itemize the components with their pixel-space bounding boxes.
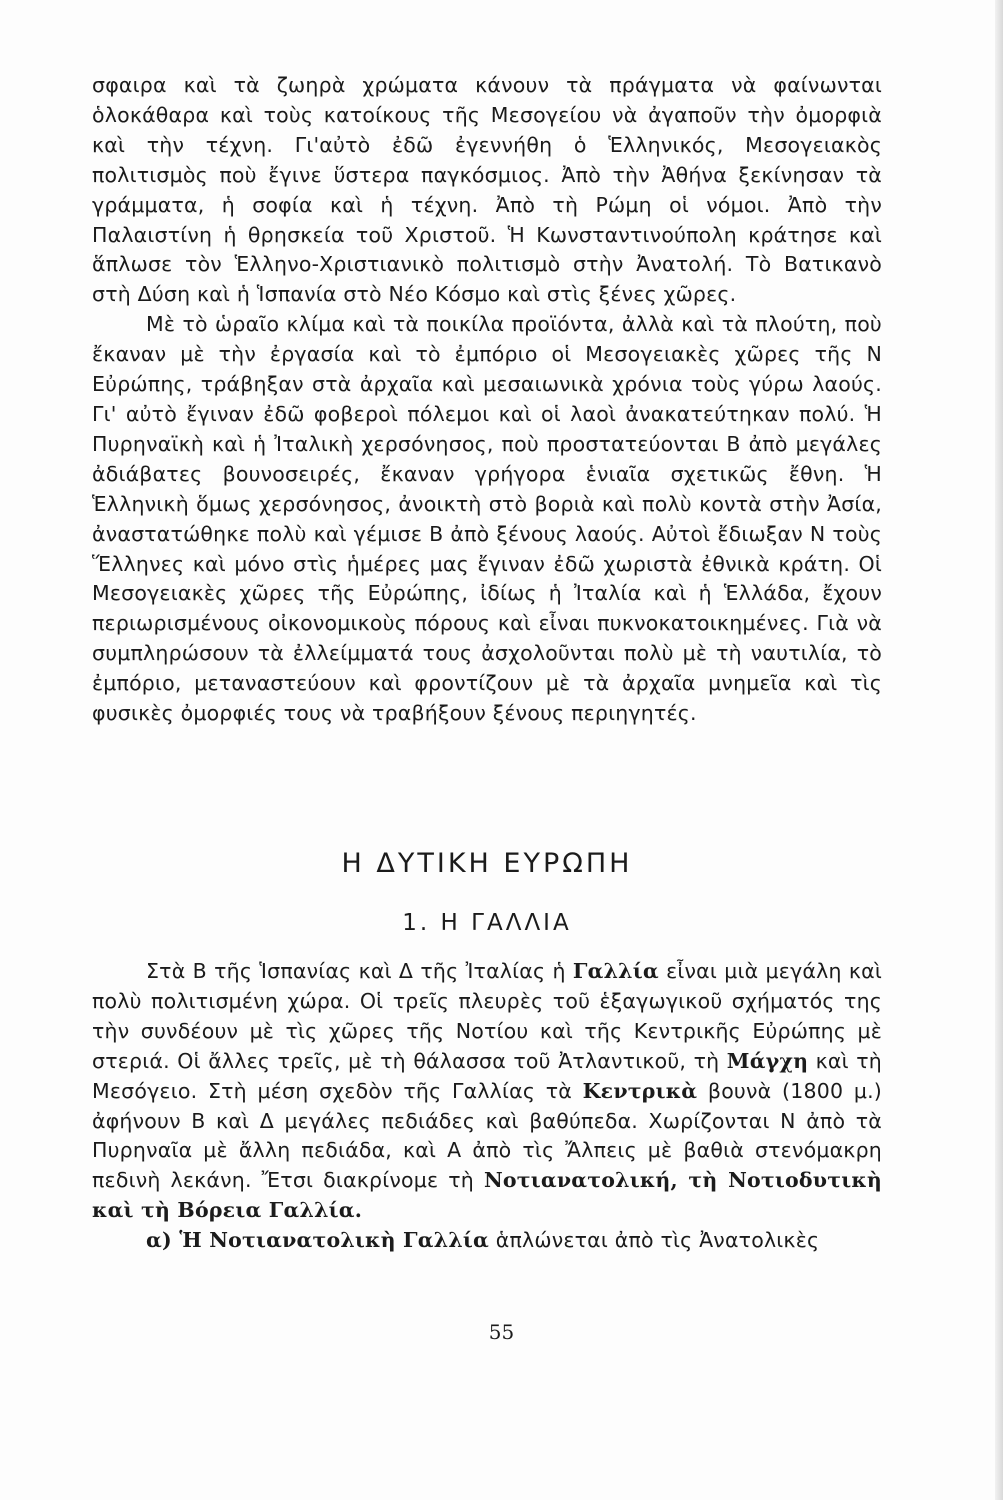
list-label-a: α) (146, 1228, 180, 1253)
paragraph-continuation: σφαιρα καὶ τὰ ζωηρὰ χρώματα κάνουν τὰ πράγματα νὰ φαίνωνται ὁλοκάθαρα καὶ τοὺς κατοίκους τῆς Μεσογείου νὰ ἀγαποῦν τὴν ὀμορφιὰ καὶ τὴν τέχνη. Γι'αὐτὸ ἐδῶ ἐγεννήθη ὁ Ἑλληνικός, Μεσογειακὸς πολιτισμὸς ποὺ ἔγινε ὕστερα παγκόσμιος. Ἀπὸ τὴν Ἀθήνα ξεκίνησαν τὰ γράμματα, ἡ σοφία καὶ ἡ τέχνη. Ἀπὸ τὴ Ρώμη οἱ νόμοι. Ἀπὸ τὴν Παλαιστίνη ἡ θρησκεία τοῦ Χριστοῦ. Ἡ Κωνσταντινούπολη κράτησε καὶ ἅπλωσε τὸν Ἑλληνο-Χριστιανικὸ πολιτισμὸ στὴν Ἀνατολή. Τὸ Βατικανὸ στὴ Δύση καὶ ἡ Ἱσπανία στὸ Νέο Κόσμο καὶ στὶς ξένες χῶρες. (92, 73, 882, 307)
page-number: 55 (488, 1320, 515, 1344)
paragraph-mediterranean: Μὲ τὸ ὡραῖο κλίμα καὶ τὰ ποικίλα προϊόντα, ἀλλὰ καὶ τὰ πλούτη, ποὺ ἔκαναν μὲ τὴν ἐργασία καὶ τὸ ἐμπόριο οἱ Μεσογειακὲς χῶρες τῆς Ν Εὐρώπης, τράβηξαν στὰ ἀρχαῖα καὶ μεσαιωνικὰ χρόνια τοὺς γύρω λαούς. Γι' αὐτὸ ἔγιναν ἐδῶ φοβεροὶ πόλεμοι καὶ οἱ λαοὶ ἀνακατεύτηκαν πολύ. Ἡ Πυρηναϊκὴ καὶ ἡ Ἰταλικὴ χερσόνησος, ποὺ προστατεύονται Β ἀπὸ μεγάλες ἀδιάβατες βουνοσειρές, ἔκαναν γρήγορα ἑνιαῖα σχετικῶς ἔθνη. Ἡ Ἑλληνικὴ ὅμως χερσόνησος, ἀνοικτὴ στὸ βοριὰ καὶ πολὺ κοντὰ στὴν Ἀσία, ἀναστατώθηκε πολὺ καὶ γέμισε Β ἀπὸ ξένους λαούς. Αὐτοὶ ἔδιωξαν Ν τοὺς Ἕλληνες καὶ μόνο στὶς ἡμέρες μας ἔγιναν ἐδῶ χωριστὰ ἐθνικὰ κράτη. Οἱ Μεσογειακὲς χῶρες τῆς Εὐρώπης, ἰδίως ἡ Ἰταλία καὶ ἡ Ἑλλάδα, ἔχουν περιωρισμένους οἰκονομικοὺς πόρους καὶ εἶναι πυκνοκατοικημένες. Γιὰ νὰ συμπληρώσουν τὰ ἐλλείμματά τους ἀσχολοῦνται πολὺ μὲ τὴ ναυτιλία, τὸ ἐμπόριο, μεταναστεύουν καὶ φροντίζουν μὲ τὰ ἀρχαῖα μνημεῖα καὶ τὶς φυσικὲς ὀμορφιές τους νὰ τραβήξουν ξένους περιηγητές. (92, 312, 882, 726)
bottom-text-block (92, 957, 882, 1256)
text-run: εἶναι μιὰ μεγάλη καὶ πολὺ πολιτισμένη χώρα. Οἱ τρεῖς πλευρὲς τοῦ ἑξαγωγικοῦ σχήματός της τὴν συνδέουν μὲ τὶς χῶρες τῆς Νοτίου καὶ τῆς Κεντρικῆς Εὐρώπης μὲ στεριά. Οἱ ἄλλες τρεῖς, μὲ τὴ θάλασσα τοῦ Ἀτλαντικοῦ, τὴ (92, 959, 882, 1073)
top-text-block (92, 71, 882, 729)
subsection-heading: 1. Η ΓΑΛΛΙΑ (402, 910, 572, 936)
section-heading: Η ΔΥΤΙΚΗ ΕΥΡΩΠΗ (341, 848, 633, 879)
text-run: καὶ τὴ Μεσόγειο. Στὴ μέση σχεδὸν τῆς Γαλλίας τὰ (92, 1048, 882, 1103)
text-run: ἁπλώνεται ἀπὸ τὶς Ἀνατολικὲς (489, 1228, 820, 1253)
page-edge (995, 0, 1003, 1500)
bold-term-gallia: Γαλλία (572, 959, 659, 983)
bold-term-regions: Νοτιανατολική, τὴ Νοτιοδυτικὴ καὶ τὴ Βόρεια Γαλλία. (92, 1168, 882, 1223)
paragraph-gallia (92, 957, 882, 1226)
bold-term-magxi: Μάγχη (726, 1048, 809, 1073)
bold-term-kentrika: Κεντρικὰ (582, 1078, 698, 1103)
text-run: Στὰ Β τῆς Ἱσπανίας καὶ Δ τῆς Ἰταλίας ἡ (146, 959, 573, 983)
text-run: βουνὰ (1800 μ.) ἀφήνουν Β καὶ Δ μεγάλες πεδιάδες καὶ βαθύπεδα. Χωρίζονται Ν ἀπὸ τὰ Πυρηναῖα μὲ ἄλλη πεδιάδα, καὶ Α ἀπὸ τὶς Ἄλπεις μὲ βαθιὰ στενόμακρη πεδινὴ λεκάνη. Ἔτσι διακρίνομε τὴ (92, 1078, 882, 1193)
bold-term-southeast: Ἡ Νοτιανατολικὴ Γαλλία (179, 1228, 490, 1253)
paragraph-a (92, 1226, 882, 1256)
